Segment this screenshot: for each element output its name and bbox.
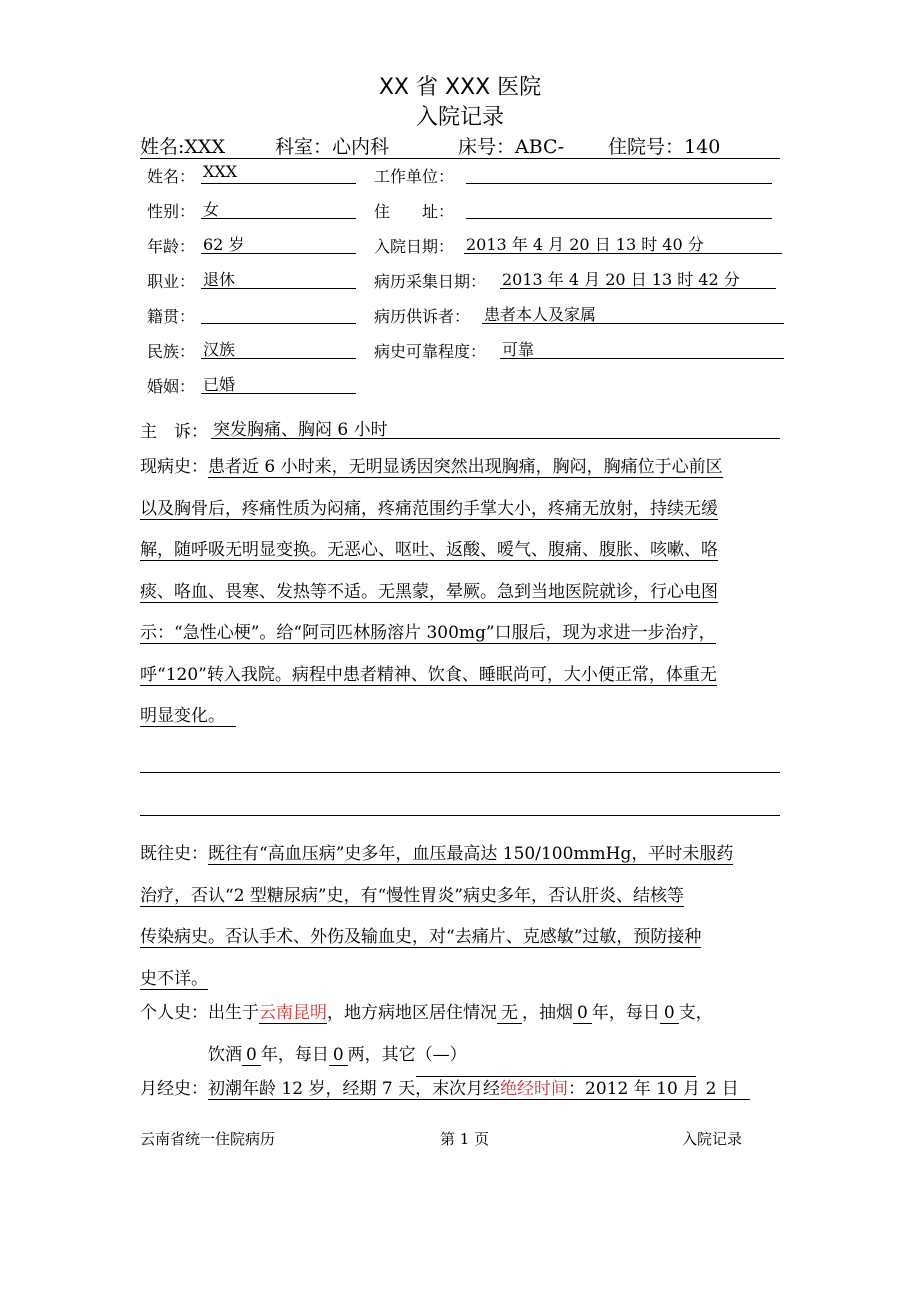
present-illness-line <box>140 447 780 489</box>
present-illness-text: 明显变化。 <box>140 706 225 726</box>
present-illness-text: 示：“急性心梗”。给“阿司匹林肠溶片 300mg”口服后，现为求进一步治疗， <box>140 623 716 643</box>
smoke-daily-unit: 支， <box>678 1003 713 1023</box>
header-admission-no-label: 住院号： <box>608 136 685 158</box>
other-value: （—） <box>416 1035 696 1078</box>
present-illness-line <box>140 613 780 655</box>
field-employer-label: 工作单位： <box>374 167 455 186</box>
field-address-value <box>466 197 772 219</box>
header-admission-no-value: 140 <box>684 136 721 158</box>
past-history-line <box>140 834 780 876</box>
field-record-date-label: 病历采集日期： <box>374 272 487 291</box>
header-bed-value: ABC- <box>515 136 565 158</box>
hospital-title: XX 省 XXX 医院 <box>378 75 542 100</box>
field-age-label: 年龄： <box>147 237 196 256</box>
field-name-value: XXX <box>201 162 356 184</box>
blank-line <box>140 772 780 773</box>
menstrual-history-line <box>140 1069 780 1111</box>
header-dept-label: 科室： <box>275 136 333 158</box>
field-informant-value: 患者本人及家属 <box>482 302 784 324</box>
footer-right: 入院记录 <box>682 1130 743 1148</box>
past-history-line <box>140 876 780 918</box>
present-illness-line <box>140 696 780 738</box>
endemic-text: ，地方病地区居住情况 <box>327 1003 497 1023</box>
field-reliability-value: 可靠 <box>500 337 784 359</box>
past-history-text: 传染病史。否认手术、外伤及输血史，对“去痛片、克感敏”过敏，预防接种 <box>140 927 702 947</box>
smoke-text: ，抽烟 <box>522 1003 573 1023</box>
past-history-text: 史不详。 <box>140 968 208 989</box>
header-bed-label: 床号： <box>458 136 516 158</box>
field-address-label: 住 址： <box>374 202 455 221</box>
header-name-value: XXX <box>184 136 225 158</box>
field-occupation-value: 退休 <box>201 267 356 289</box>
header-name-label: 姓名: <box>140 136 185 158</box>
field-employer-value <box>466 162 772 184</box>
header-admission-no <box>608 132 720 159</box>
blank-line <box>140 815 780 816</box>
menstrual-text-a: 初潮年龄 12 岁，经期 7 天，末次月经 <box>208 1079 501 1099</box>
personal-history-section <box>140 993 780 1077</box>
field-marital-label: 婚姻： <box>147 377 196 396</box>
drink-years: 0 <box>242 1045 261 1066</box>
field-sex-label: 性别： <box>147 202 196 221</box>
field-native-place-label: 籍贯： <box>147 307 196 326</box>
menstrual-history-section <box>140 1069 780 1111</box>
field-admission-date-value: 2013 年 4 月 20 日 13 时 40 分 <box>464 232 782 254</box>
smoke-unit: 年，每日 <box>591 1003 660 1023</box>
record-title: 入院记录 <box>415 105 504 130</box>
present-illness-line <box>140 572 780 614</box>
drink-daily: 0 <box>329 1045 348 1066</box>
header-bed <box>458 132 564 159</box>
smoke-daily: 0 <box>660 1003 679 1024</box>
past-history-label: 既往史： <box>140 844 208 864</box>
field-age-value: 62 岁 <box>201 232 356 254</box>
drink-daily-unit: 两，其它 <box>347 1044 416 1065</box>
personal-history-label: 个人史： <box>140 1003 208 1023</box>
endemic-value: 无 <box>497 1003 522 1024</box>
field-occupation-label: 职业： <box>147 272 196 291</box>
smoke-years: 0 <box>573 1003 592 1024</box>
present-illness-text: 患者近 6 小时来，无明显诱因突然出现胸痛，胸闷，胸痛位于心前区 <box>208 457 723 477</box>
header-dept-value: 心内科 <box>332 136 390 158</box>
past-history-text: 既往有“高血压病”史多年，血压最高达 150/100mmHg，平时未服药 <box>208 844 734 864</box>
past-history-text: 治疗，否认“2 型糖尿病”史，有“慢性胃炎”病史多年，否认肝炎、结核等 <box>140 885 684 906</box>
chief-complaint-label: 主 诉： <box>140 422 208 442</box>
past-history-section <box>140 834 780 1000</box>
field-record-date-value: 2013 年 4 月 20 日 13 时 42 分 <box>500 267 776 289</box>
present-illness-line <box>140 530 780 572</box>
field-admission-date-label: 入院日期： <box>374 237 455 256</box>
field-sex-value: 女 <box>201 197 356 219</box>
present-illness-line <box>140 655 780 697</box>
present-illness-text: 以及胸骨后，疼痛性质为闷痛，疼痛范围约手掌大小，疼痛无放射，持续无缓 <box>140 498 718 519</box>
born-prefix: 出生于 <box>208 1003 259 1023</box>
present-illness-text: 呼“120”转入我院。病程中患者精神、饮食、睡眠尚可，大小便正常，体重无 <box>140 664 717 685</box>
header-name <box>140 132 225 159</box>
field-name-label: 姓名： <box>147 167 196 186</box>
field-native-place-value <box>201 302 356 324</box>
present-illness-line <box>140 489 780 531</box>
menstrual-text-b: ：2012 年 10 月 2 日 <box>568 1079 739 1099</box>
field-informant-label: 病历供诉者： <box>374 307 471 326</box>
field-marital-value: 已婚 <box>201 372 356 394</box>
field-reliability-label: 病史可靠程度： <box>374 342 487 361</box>
present-illness-text: 解，随呼吸无明显变换。无恶心、呕吐、返酸、嗳气、腹痛、腹胀、咳嗽、咯 <box>140 540 718 560</box>
header-dept <box>275 132 389 159</box>
chief-complaint-value: 突发胸痛、胸闷 6 小时 <box>211 415 780 439</box>
drink-text: 饮酒 <box>208 1044 242 1065</box>
menstrual-history-label: 月经史： <box>140 1079 208 1099</box>
present-illness-label: 现病史： <box>140 457 208 477</box>
drink-unit: 年，每日 <box>260 1044 329 1065</box>
born-place: 云南昆明 <box>259 1003 327 1023</box>
present-illness-text: 痰、咯血、畏寒、发热等不适。无黑蒙，晕厥。急到当地医院就诊，行心电图 <box>140 581 718 602</box>
field-ethnicity-value: 汉族 <box>201 337 356 359</box>
personal-history-line <box>140 993 780 1035</box>
menopause-time: 绝经时间 <box>500 1079 569 1099</box>
past-history-line <box>140 917 780 959</box>
page-number: 第 1 页 <box>440 1130 490 1148</box>
present-illness-section <box>140 447 780 738</box>
field-ethnicity-label: 民族： <box>147 342 196 361</box>
header-divider <box>140 158 780 159</box>
footer-left: 云南省统一住院病历 <box>140 1130 276 1148</box>
